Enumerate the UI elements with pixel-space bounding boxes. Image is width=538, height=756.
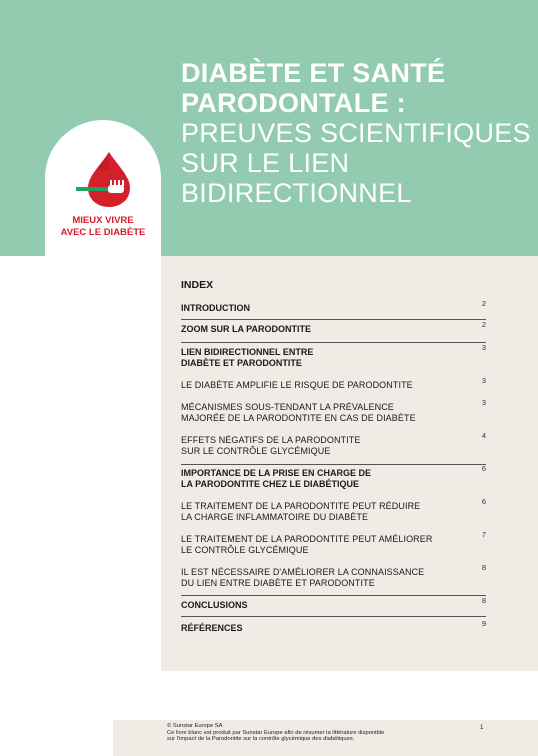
toc-label: CONCLUSIONS xyxy=(181,600,248,610)
toc-label-line-2: SUR LE CONTRÔLE GLYCÉMIQUE xyxy=(181,446,331,456)
logo-card xyxy=(45,120,161,256)
footer-text xyxy=(167,723,497,743)
toc-label: ZOOM SUR LA PARODONTITE xyxy=(181,324,311,334)
title-line-5: BIDIRECTIONNEL xyxy=(181,178,412,208)
toc-label: INTRODUCTION xyxy=(181,303,250,313)
toc-page: 4 xyxy=(481,431,486,440)
toc-label: RÉFÉRENCES xyxy=(181,623,243,633)
toc-page: 9 xyxy=(481,619,486,628)
blood-drop-toothbrush-icon xyxy=(76,150,132,208)
toc-page: 8 xyxy=(481,596,486,605)
document-title xyxy=(181,58,531,208)
toc-subentry-diabete-amplifie[interactable] xyxy=(181,376,486,391)
toc-label-line-2: MAJORÉE DE LA PARODONTITE EN CAS DE DIABÈTE xyxy=(181,413,416,423)
toc-entry-conclusions[interactable] xyxy=(181,596,486,611)
toc-entry-introduction[interactable] xyxy=(181,299,486,314)
toc-page: 3 xyxy=(481,376,486,385)
title-line-4: SUR LE LIEN xyxy=(181,148,350,178)
toc-label-line-2: LE CONTRÔLE GLYCÉMIQUE xyxy=(181,545,309,555)
index-heading: INDEX xyxy=(181,279,214,291)
divider xyxy=(181,342,486,343)
toc-page: 6 xyxy=(481,464,486,473)
toc-label-line-2: LA CHARGE INFLAMMATOIRE DU DIABÈTE xyxy=(181,512,369,522)
toc-label-line-1: LIEN BIDIRECTIONNEL ENTRE xyxy=(181,347,314,357)
title-line-3: PREUVES SCIENTIFIQUES xyxy=(181,118,531,148)
toc-label-line-2: DIABÈTE ET PARODONTITE xyxy=(181,358,302,368)
toc-entry-importance[interactable] xyxy=(181,464,486,490)
divider xyxy=(181,616,486,617)
toc-label-line-1: MÉCANISMES SOUS-TENDANT LA PRÉVALENCE xyxy=(181,402,394,412)
footer xyxy=(113,720,538,756)
footer-line-2: Ce livre blanc est produit par Sunstar Europe afin de résumer la littérature disponible xyxy=(167,729,385,736)
toc-subentry-reduire-charge[interactable] xyxy=(181,497,486,523)
toc-page: 3 xyxy=(481,398,486,407)
toc-label-line-2: DU LIEN ENTRE DIABÈTE ET PARODONTITE xyxy=(181,578,375,588)
divider xyxy=(181,319,486,320)
toc-page: 6 xyxy=(481,497,486,506)
toc-label-line-1: LE TRAITEMENT DE LA PARODONTITE PEUT AMÉLIORER xyxy=(181,534,433,544)
logo-line-2: AVEC LE DIABÈTE xyxy=(60,227,146,238)
logo-line-1: MIEUX VIVRE xyxy=(72,215,134,226)
title-line-2: PARODONTALE : xyxy=(181,88,406,118)
toc-entry-zoom[interactable] xyxy=(181,320,486,335)
toc-page: 2 xyxy=(481,320,486,329)
page-number: 1 xyxy=(480,725,484,731)
toc-entry-lien-bidirectionnel[interactable] xyxy=(181,343,486,369)
toc-label: LE DIABÈTE AMPLIFIE LE RISQUE DE PARODONTITE xyxy=(181,380,413,390)
toc-subentry-ameliorer-controle[interactable] xyxy=(181,530,486,556)
toc-subentry-mecanismes[interactable] xyxy=(181,398,486,424)
toc-page: 2 xyxy=(481,299,486,308)
toc-label-line-1: EFFETS NÉGATIFS DE LA PARODONTITE xyxy=(181,435,361,445)
divider xyxy=(181,464,486,465)
toc-page: 8 xyxy=(481,563,486,572)
copyright: © Sunstar Europe SA xyxy=(167,723,223,729)
toc-page: 3 xyxy=(481,343,486,352)
footer-line-3: sur l'impact de la Parodontite sur la contrôle glycémique des diabétiques. xyxy=(167,736,355,743)
title-line-1: DIABÈTE ET SANTÉ xyxy=(181,58,446,88)
toc-page: 7 xyxy=(481,530,486,539)
toc-label-line-2: LA PARODONTITE CHEZ LE DIABÉTIQUE xyxy=(181,479,360,489)
toc-label-line-1: IMPORTANCE DE LA PRISE EN CHARGE DE xyxy=(181,468,372,478)
toc-label-line-1: LE TRAITEMENT DE LA PARODONTITE PEUT RÉDUIRE xyxy=(181,501,421,511)
toc-subentry-connaissance[interactable] xyxy=(181,563,486,589)
toc-label-line-1: IL EST NÉCESSAIRE D'AMÉLIORER LA CONNAISSANCE xyxy=(181,567,425,577)
toc-subentry-effets-negatifs[interactable] xyxy=(181,431,486,457)
toc-entry-references[interactable] xyxy=(181,619,486,634)
divider xyxy=(181,595,486,596)
